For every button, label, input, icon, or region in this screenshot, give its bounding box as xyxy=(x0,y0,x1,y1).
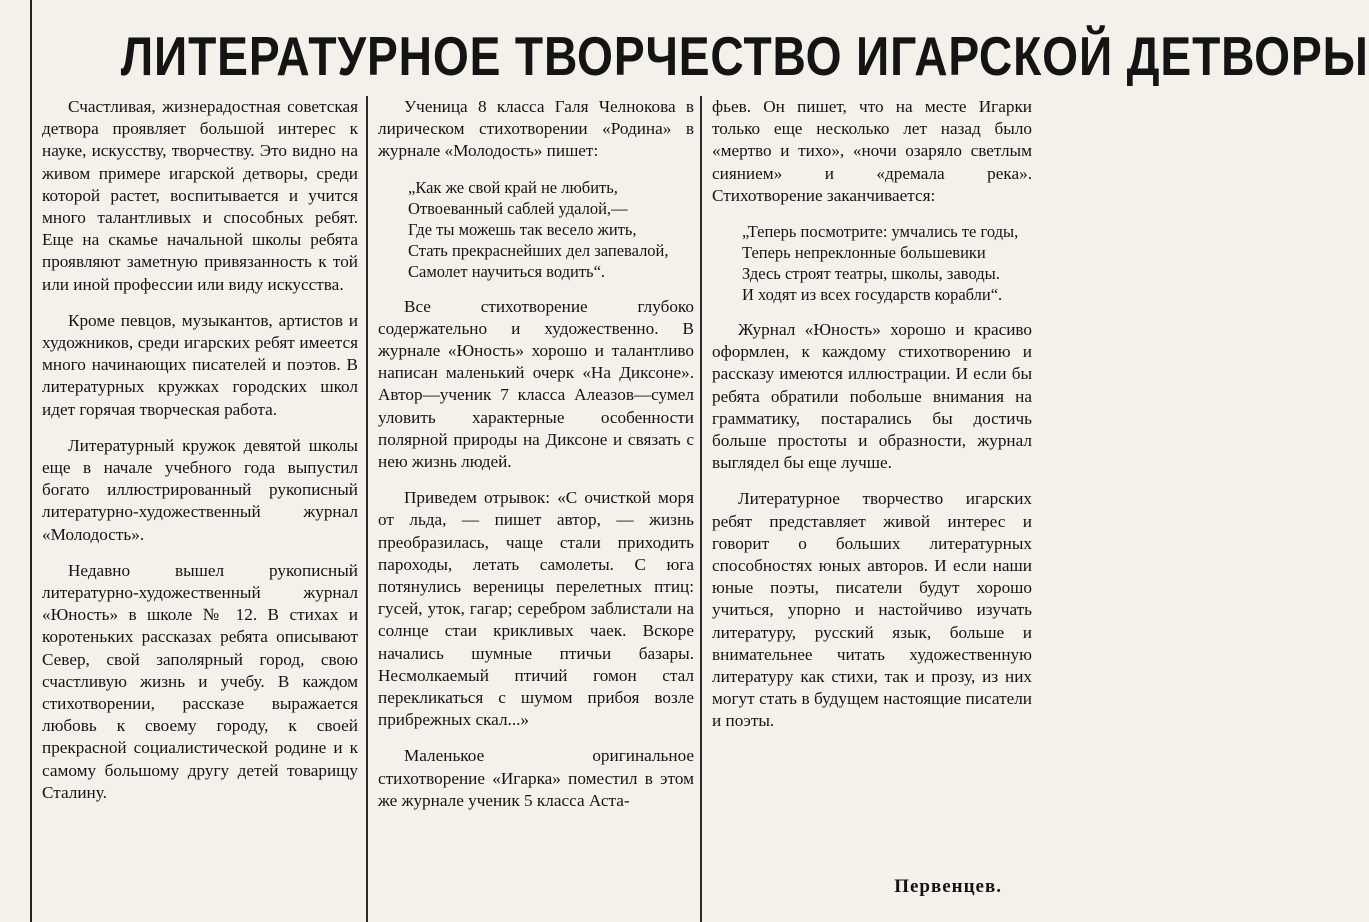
paragraph: Кроме певцов, музыкантов, артистов и художников, среди игарских ребят имеется много начинающих писателей и поэтов. В литературных кружках городских школ идет горячая творческая работа. xyxy=(42,310,358,419)
paragraph: Литературное творчество игарских ребят представляет живой интерес и говорит о больших литературных способностях юных авторов. И если наши юные поэты, писатели будут хорошо учиться, упорно и настойчиво изучать литературу, русский язык, больше и внимательнее читать художественную литературу как стихи, так и прозу, из них могут стать в будущем настоящие писатели и поэты. xyxy=(712,489,1032,731)
poem-igarka xyxy=(712,221,1032,305)
author-signature: Первенцев. xyxy=(894,876,1002,897)
article-title: ЛИТЕРАТУРНОЕ ТВОРЧЕСТВО ИГАРСКОЙ ДЕТВОРЫ xyxy=(120,25,1369,87)
column-divider xyxy=(700,96,702,922)
poem-line: „Теперь посмотрите: умчались те годы, xyxy=(742,222,1019,242)
column-1 xyxy=(42,96,358,922)
poem-line: „Как же свой край не любить, xyxy=(408,177,618,197)
paragraph: Счастливая, жизнерадостная советская детвора проявляет большой интерес к науке, искусству, творчеству. Это видно на живом примере игарской детворы, среди которой растет, воспитывается и учится много талантливых и способных ребят. Еще на скамье начальной школы ребята проявляют заметную привязанность к той или иной профессии или виду искусства. xyxy=(42,97,358,294)
column-2 xyxy=(378,96,694,922)
poem-line: Где ты можешь так весело жить, xyxy=(408,219,637,239)
poem-line: Здесь строят театры, школы, заводы. xyxy=(742,264,1000,284)
paragraph: Литературный кружок девятой школы еще в начале учебного года выпустил богато иллюстрированный рукописный литературно-художественный журнал «Молодость». xyxy=(42,435,358,544)
paragraph: Маленькое оригинальное стихотворение «Игарка» поместил в этом же журнале ученик 5 класса Аста- xyxy=(378,746,694,810)
poem-rodina xyxy=(378,177,694,282)
column-3 xyxy=(712,96,1032,922)
paragraph: Приведем отрывок: «С очисткой моря от льда, — пишет автор, — жизнь преобразилась, чаще стали приходить пароходы, летать самолеты. С юга потянулись вереницы перелетных птиц: гусей, уток, гагар; серебром заблистали на солнце стаи крикливых чаек. Вскоре начались шумные птичьи базары. Несмолкаемый птичий гомон стал перекликаться с шумом прибоя возле прибрежных скал...» xyxy=(378,488,694,730)
column-divider xyxy=(366,96,368,922)
left-edge-rule xyxy=(30,0,32,922)
poem-line: Стать прекраснейших дел запевалой, xyxy=(408,240,669,260)
poem-line: Отвоеванный саблей удалой,— xyxy=(408,198,628,218)
paragraph: Все стихотворение глубоко содержательно и художественно. В журнале «Юность» хорошо и талантливо написан маленький очерк «На Диксоне». Автор—ученик 7 класса Алеазов—сумел уловить характерные особенности полярной природы на Диксоне и связать с нею жизнь людей. xyxy=(378,296,694,472)
paragraph: фьев. Он пишет, что на месте Игарки только еще несколько лет назад было «мертво и тихо», «ночи озаряло светлым сиянием» и «дремала река». Стихотворение заканчивается: xyxy=(712,97,1032,205)
paragraph: Ученица 8 класса Галя Челнокова в лирическом стихотворении «Родина» в журнале «Молодость» пишет: xyxy=(378,97,694,161)
poem-line: Теперь непреклонные большевики xyxy=(742,243,986,263)
poem-line: Самолет научиться водить“. xyxy=(408,261,606,281)
paragraph: Журнал «Юность» хорошо и красиво оформлен, к каждому стихотворению и рассказу имеются иллюстрации. И если бы ребята обратили побольше внимания на грамматику, постарались бы достичь больше простоты и образности, журнал выглядел бы еще лучше. xyxy=(712,320,1032,473)
paragraph: Недавно вышел рукописный литературно-художественный журнал «Юность» в школе № 12. В стихах и коротеньких рассказах ребята описывают Север, свой заполярный город, свою счастливую жизнь и учебу. В каждом стихотворении, рассказе выражается любовь к своему городу, к своей прекрасной социалистической родине и к самому большому другу детей товарищу Сталину. xyxy=(42,560,358,802)
poem-line: И ходят из всех государств корабли“. xyxy=(742,285,1003,305)
